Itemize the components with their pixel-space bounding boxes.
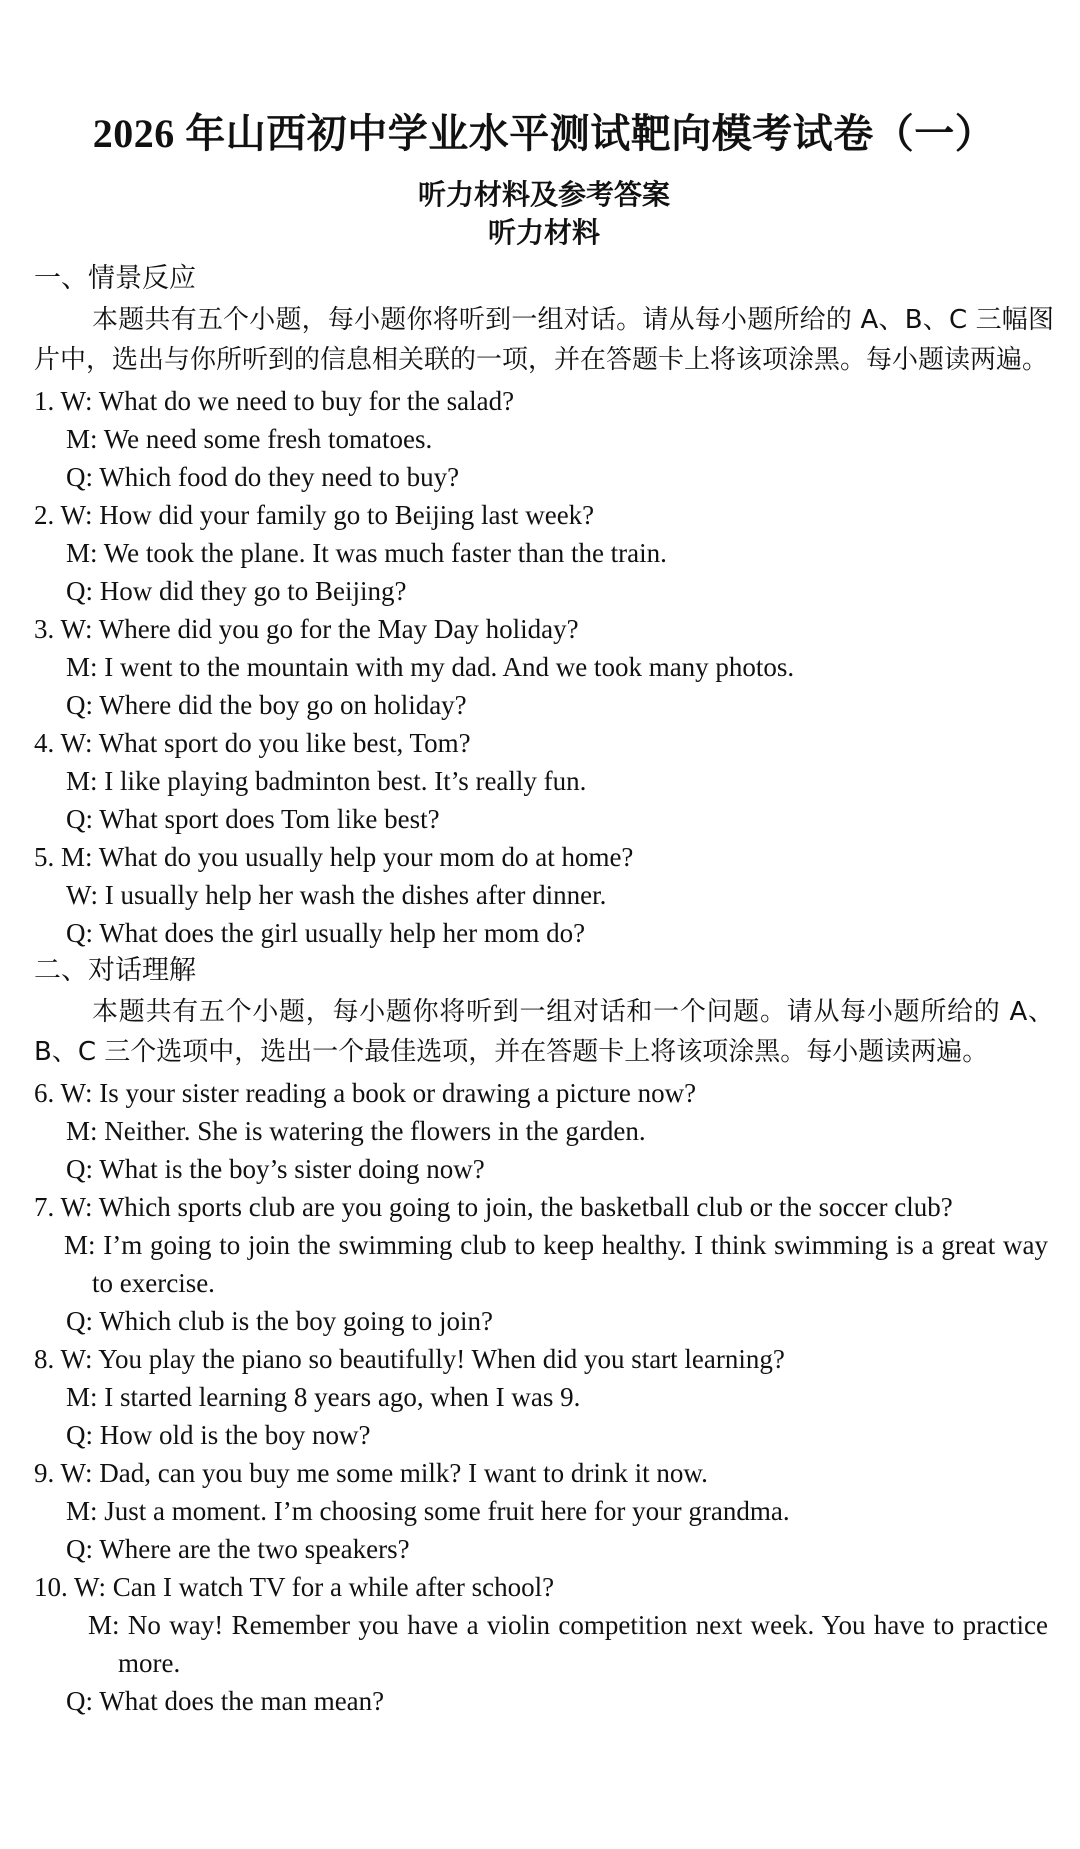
question-item-8: [34, 1340, 1054, 1454]
question-line: Q: Where are the two speakers?: [66, 1534, 410, 1564]
dialogue-line: 1. W: What do we need to buy for the salad?: [34, 386, 515, 416]
question-line: Q: What does the man mean?: [66, 1686, 385, 1716]
page-subtitle: 听力材料及参考答案: [417, 178, 670, 211]
question-item-5: [34, 838, 1054, 952]
question-item-7: [34, 1188, 1054, 1340]
dialogue-line: 9. W: Dad, can you buy me some milk? I want to drink it now.: [34, 1458, 708, 1488]
dialogue-line: M: I started learning 8 years ago, when I was 9.: [66, 1382, 581, 1412]
dialogue-line: 5. M: What do you usually help your mom do at home?: [34, 842, 634, 872]
dialogue-line: M: Neither. She is watering the flowers in the garden.: [66, 1116, 646, 1146]
dialogue-line: 7. W: Which sports club are you going to join, the basketball club or the soccer club?: [34, 1192, 953, 1222]
question-item-9: [34, 1454, 1054, 1568]
dialogue-line: M: We took the plane. It was much faster than the train.: [66, 538, 667, 568]
dialogue-line: M: I went to the mountain with my dad. And we took many photos.: [66, 652, 795, 682]
question-list-1: [34, 382, 1054, 952]
question-item-2: [34, 496, 1054, 610]
page-title: 2026 年山西初中学业水平测试靶向模考试卷（一）: [92, 111, 996, 156]
question-line: Q: How old is the boy now?: [66, 1420, 371, 1450]
question-line: Q: How did they go to Beijing?: [66, 576, 407, 606]
section-instruction-1: 本题共有五个小题，每小题你将听到一组对话。请从每小题所给的 A、B、C 三幅图片中，选出与你所听到的信息相关联的一项，并在答题卡上将该项涂黑。每小题读两遍。: [34, 305, 1054, 375]
dialogue-line: 6. W: Is your sister reading a book or drawing a picture now?: [34, 1078, 697, 1108]
dialogue-line: 4. W: What sport do you like best, Tom?: [34, 728, 471, 758]
question-item-10: [34, 1568, 1054, 1720]
question-item-3: [34, 610, 1054, 724]
section-heading-2: 二、对话理解: [34, 955, 196, 986]
section-instruction-2: 本题共有五个小题，每小题你将听到一组对话和一个问题。请从每小题所给的 A、B、C 三个选项中，选出一个最佳选项，并在答题卡上将该项涂黑。每小题读两遍。: [34, 997, 1054, 1067]
dialogue-line: M: Just a moment. I’m choosing some fruit here for your grandma.: [66, 1496, 790, 1526]
question-item-4: [34, 724, 1054, 838]
question-line: Q: What does the girl usually help her mom do?: [66, 918, 586, 948]
dialogue-line: M: I like playing badminton best. It’s really fun.: [66, 766, 587, 796]
question-line: Q: What is the boy’s sister doing now?: [66, 1154, 485, 1184]
question-line: Q: Which club is the boy going to join?: [66, 1306, 493, 1336]
dialogue-line: 3. W: Where did you go for the May Day holiday?: [34, 614, 579, 644]
question-item-1: [34, 382, 1054, 496]
dialogue-line: W: I usually help her wash the dishes after dinner.: [66, 880, 607, 910]
dialogue-line: 2. W: How did your family go to Beijing last week?: [34, 500, 595, 530]
question-list-2: [34, 1074, 1054, 1720]
page-subtitle-secondary: 听力材料: [487, 216, 600, 249]
dialogue-line: M: We need some fresh tomatoes.: [66, 424, 433, 454]
question-line: Q: Which food do they need to buy?: [66, 462, 460, 492]
dialogue-line: 8. W: You play the piano so beautifully! When did you start learning?: [34, 1344, 785, 1374]
dialogue-line: M: I’m going to join the swimming club to keep healthy. I think swimming is a great way to exercise.: [64, 1230, 1048, 1298]
dialogue-line: 10. W: Can I watch TV for a while after school?: [34, 1572, 555, 1602]
section-heading-1: 一、情景反应: [34, 263, 196, 294]
question-line: Q: What sport does Tom like best?: [66, 804, 440, 834]
dialogue-line: M: No way! Remember you have a violin competition next week. You have to practice more.: [88, 1610, 1048, 1678]
question-item-6: [34, 1074, 1054, 1188]
question-line: Q: Where did the boy go on holiday?: [66, 690, 467, 720]
